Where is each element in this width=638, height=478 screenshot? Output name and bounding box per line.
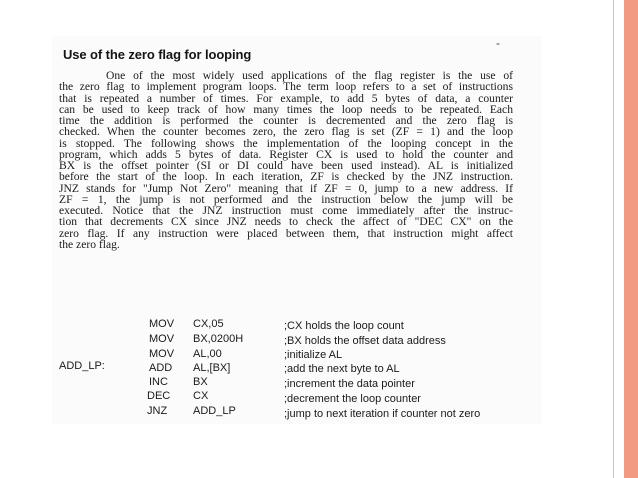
code-comment: ;add the next byte to AL — [284, 363, 400, 375]
paragraph-line: before the start of the loop. In each iteration, ZF is checked by the JNZ instruction. — [59, 170, 513, 184]
right-border-strip — [624, 0, 638, 478]
code-mnemonic: MOV — [149, 333, 175, 345]
paragraph-line: checked. When the counter becomes zero, the zero flag is set (ZF = 1) and the loop — [59, 125, 513, 139]
paragraph-line: time the addition is performed the counter is decremented and the zero flag is — [59, 114, 513, 127]
code-comment: ;CX holds the loop count — [284, 320, 404, 332]
paragraph-line: that is repeated a number of times. For example, to add 5 bytes of data, a counter — [59, 91, 513, 105]
paragraph-line: zero flag. If any instruction were placed between them, that instruction might affect — [59, 226, 513, 240]
section-heading: Use of the zero flag for looping — [63, 47, 252, 62]
right-border-line — [613, 0, 614, 478]
code-comment: ;jump to next iteration if counter not zero — [284, 408, 481, 420]
paragraph-line: tion that decrements CX since JNZ needs to check the affect of "DEC CX" on the — [59, 215, 513, 229]
paragraph-line: the zero flag to implement program loops. The term loop refers to a set of instructions — [59, 80, 513, 94]
body-paragraph — [59, 70, 513, 250]
code-comment: ;initialize AL — [284, 349, 343, 361]
paragraph-line: the zero flag. — [59, 237, 120, 251]
code-operand: BX,0200H — [193, 333, 244, 345]
paragraph-line: is stopped. The following shows the implementation of the looping concept in the — [59, 136, 513, 150]
code-mnemonic: MOV — [149, 348, 175, 360]
code-label: ADD_LP: — [59, 360, 105, 372]
code-operand: BX — [193, 376, 208, 388]
paragraph-line: program, which adds 5 bytes of data. Register CX is used to hold the counter and — [59, 147, 513, 161]
code-comment: ;BX holds the offset data address — [284, 335, 446, 347]
paragraph-line: ZF = 1, the jump is not performed and the instruction below the jump will be — [59, 192, 513, 206]
code-operand: AL,[BX] — [193, 362, 231, 374]
paragraph-line: executed. Notice that the JNZ instruction must come immediately after the instruc- — [59, 204, 513, 217]
paragraph-line: can be used to keep track of how many times the loop needs to be repeated. Each — [59, 102, 513, 116]
code-mnemonic: JNZ — [147, 405, 168, 417]
paragraph-line: One of the most widely used applications of the flag register is the use of — [106, 69, 513, 82]
paragraph-line: BX is the offset pointer (SI or DI could have been used instead). AL is initialized — [59, 159, 513, 172]
code-mnemonic: DEC — [147, 390, 171, 402]
code-operand: CX,05 — [193, 318, 224, 330]
code-operand: AL,00 — [193, 348, 222, 360]
paragraph-line: JNZ stands for "Jump Not Zero" meaning that if ZF = 0, jump to a new address. If — [59, 181, 513, 195]
code-operand: CX — [193, 390, 209, 402]
code-comment: ;increment the data pointer — [284, 378, 415, 390]
corner-mark: - — [496, 36, 500, 50]
code-comment: ;decrement the loop counter — [284, 393, 421, 405]
code-operand: ADD_LP — [193, 405, 236, 417]
code-mnemonic: INC — [149, 376, 168, 388]
code-mnemonic: MOV — [149, 318, 175, 330]
code-mnemonic: ADD — [149, 362, 173, 374]
